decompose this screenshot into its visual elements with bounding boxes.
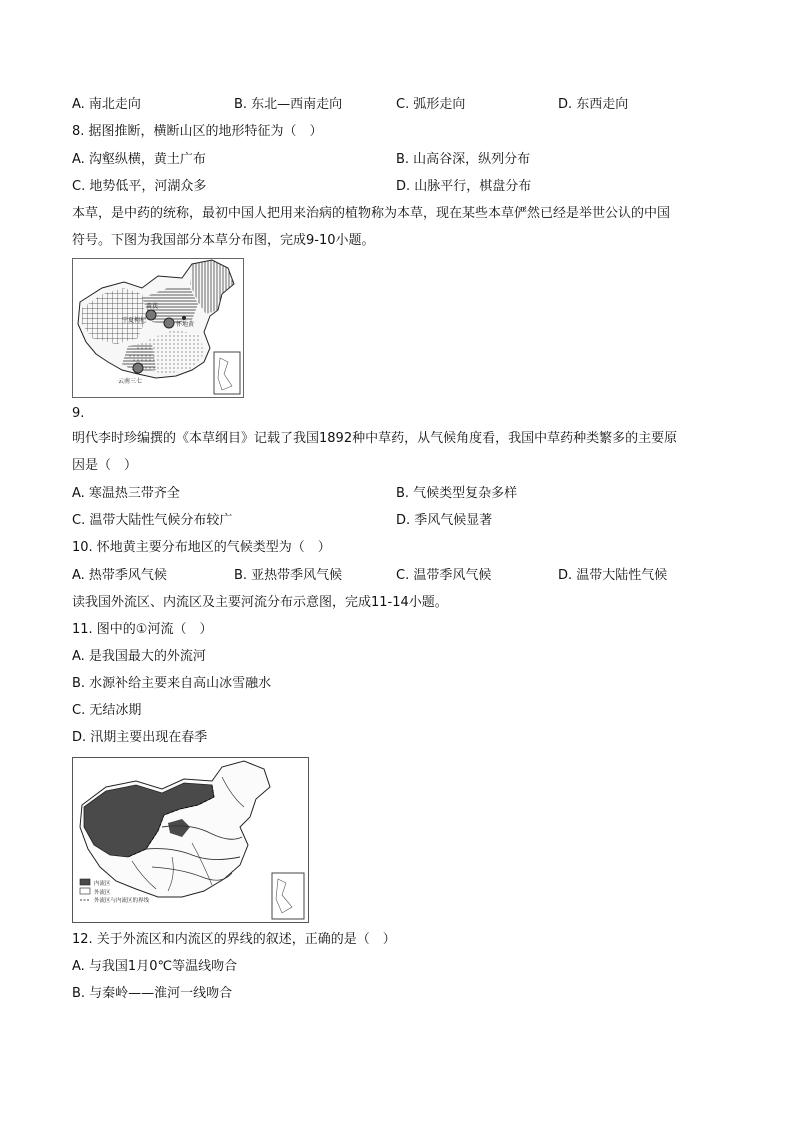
- q7-option-c: C. 弧形走向: [396, 97, 466, 112]
- q11-option-d: D. 汛期主要出现在春季: [72, 730, 208, 745]
- q10-stem: 10. 怀地黄主要分布地区的气候类型为（ ）: [72, 540, 331, 555]
- q8-option-d: D. 山脉平行，棋盘分布: [396, 179, 532, 194]
- q7-option-b: B. 东北—西南走向: [234, 97, 343, 112]
- legend-boundary: 外流区与内流区的界线: [94, 898, 150, 904]
- q11-option-a: A. 是我国最大的外流河: [72, 649, 206, 664]
- label-ningxia-gouqi: 宁夏枸杞: [122, 317, 147, 324]
- legend-outflow: 外流区: [94, 890, 111, 896]
- q9-number: 9.: [72, 406, 85, 421]
- q8-stem: 8. 据图推断，横断山区的地形特征为（ ）: [72, 124, 323, 139]
- q9-option-c: C. 温带大陆性气候分布较广: [72, 513, 233, 528]
- passage-2: 读我国外流区、内流区及主要河流分布示意图，完成11-14小题。: [72, 595, 448, 610]
- q10-option-a: A. 热带季风气候: [72, 568, 167, 583]
- q7-option-d: D. 东西走向: [558, 97, 629, 112]
- q12-option-b: B. 与秦岭——淮河一线吻合: [72, 986, 233, 1001]
- q9-option-b: B. 气候类型复杂多样: [396, 486, 518, 501]
- q11-option-b: B. 水源补给主要来自高山冰雪融水: [72, 676, 272, 691]
- q10-option-c: C. 温带季风气候: [396, 568, 492, 583]
- q8-option-b: B. 山高谷深，纵列分布: [396, 152, 531, 167]
- label-yunnan-sanqi: 云南三七: [118, 378, 143, 385]
- q10-option-b: B. 亚热带季风气候: [234, 568, 343, 583]
- legend-inland: 内流区: [94, 881, 111, 887]
- q12-option-a: A. 与我国1月0℃等温线吻合: [72, 959, 238, 974]
- passage-1-line-2: 符号。下图为我国部分本草分布图，完成9-10小题。: [72, 233, 375, 248]
- q9-stem-line-2: 因是（ ）: [72, 458, 138, 473]
- q9-option-a: A. 寒温热三带齐全: [72, 486, 180, 501]
- q9-stem-line-1: 明代李时珍编撰的《本草纲目》记载了我国1892种中草药，从气候角度看，我国中草药种类繁多的主要原: [72, 431, 678, 446]
- herb-distribution-map: [72, 258, 244, 398]
- q9-option-d: D. 季风气候显著: [396, 513, 493, 528]
- q8-option-c: C. 地势低平，河湖众多: [72, 179, 207, 194]
- q11-stem: 11. 图中的①河流（ ）: [72, 622, 213, 637]
- q10-option-d: D. 温带大陆性气候: [558, 568, 668, 583]
- q7-option-a: A. 南北走向: [72, 97, 141, 112]
- q8-option-a: A. 沟壑纵横，黄土广布: [72, 152, 206, 167]
- label-huangqi: 黄芪: [146, 303, 159, 310]
- label-huai-dihuang: 怀地黄: [176, 321, 195, 328]
- passage-1-line-1: 本草，是中药的统称，最初中国人把用来治病的植物称为本草，现在某些本草俨然已经是举世公认的中国: [72, 206, 671, 221]
- q11-option-c: C. 无结冰期: [72, 703, 142, 718]
- q12-stem: 12. 关于外流区和内流区的界线的叙述，正确的是（ ）: [72, 932, 396, 947]
- drainage-map: [72, 757, 309, 923]
